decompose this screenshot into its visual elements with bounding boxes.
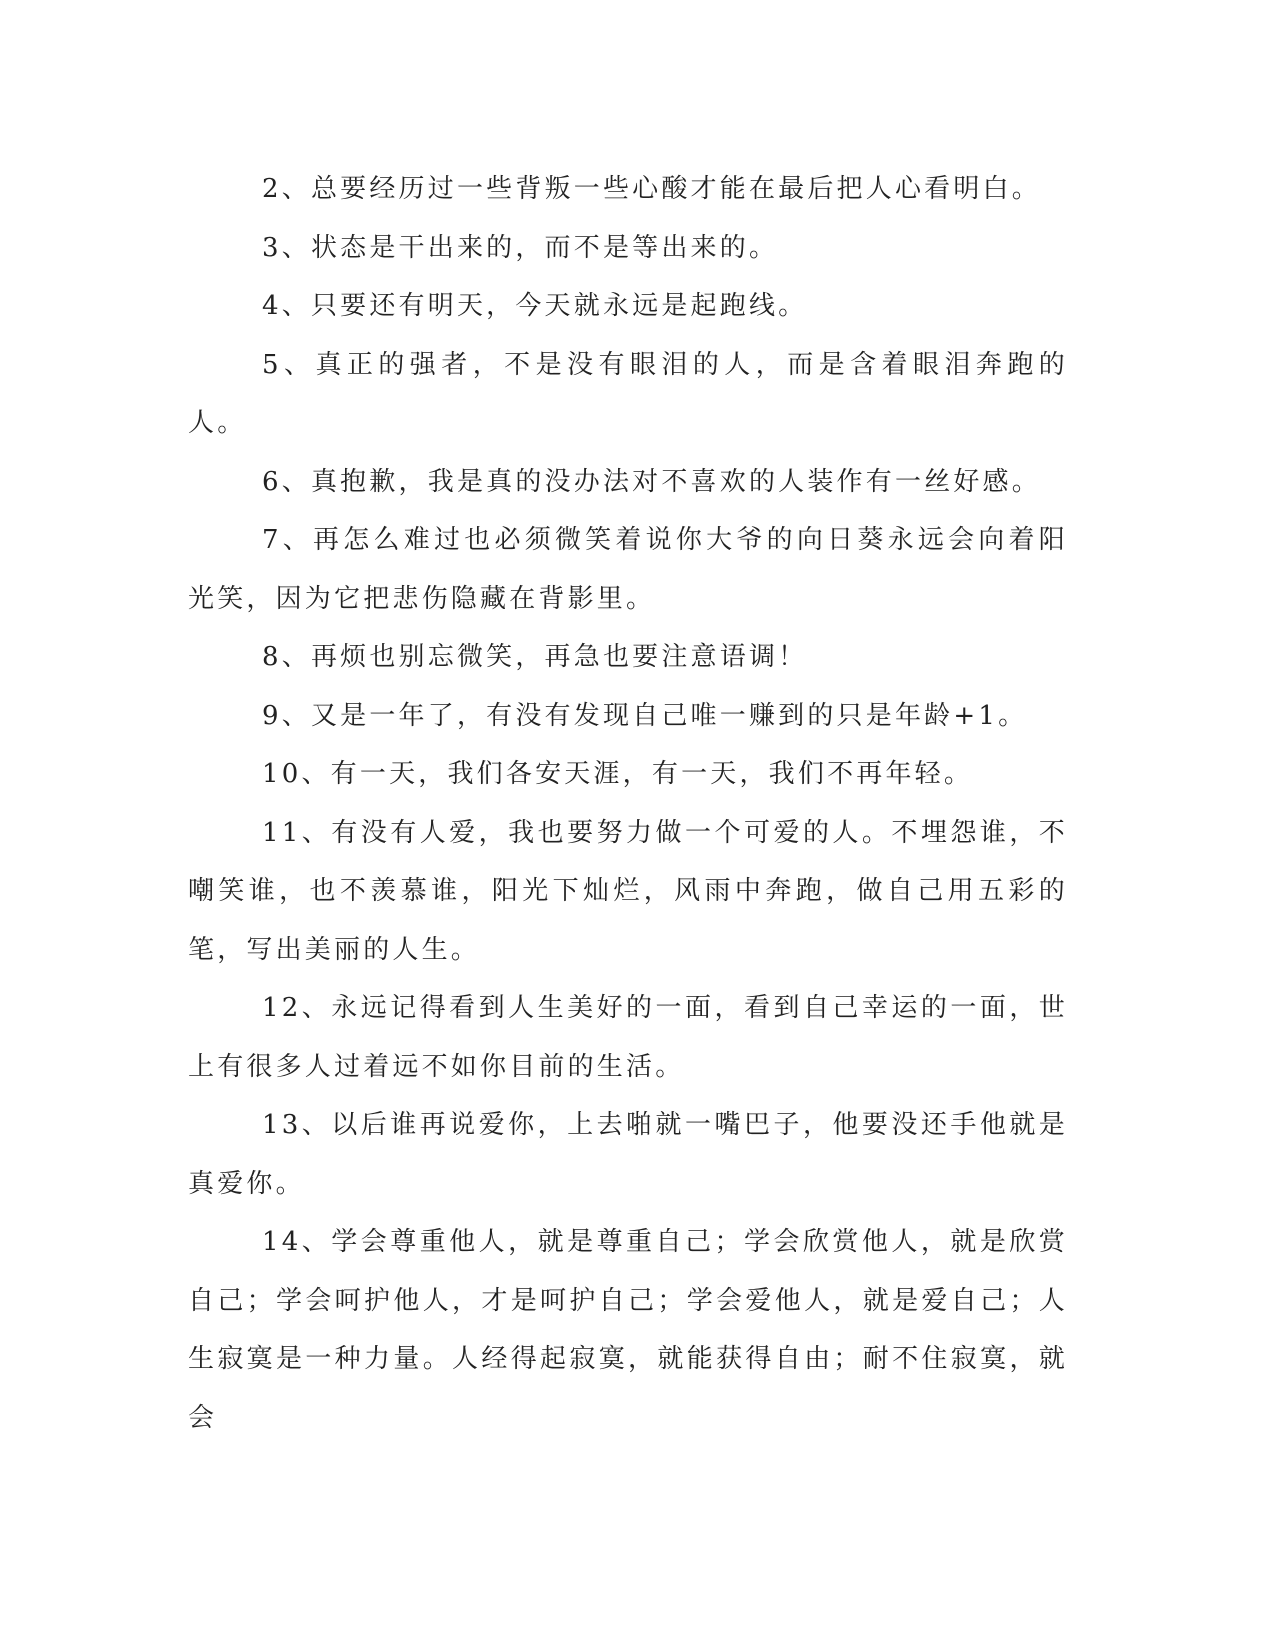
paragraph-6: 6、真抱歉，我是真的没办法对不喜欢的人装作有一丝好感。 bbox=[262, 466, 1041, 497]
paragraph-14: 14、学会尊重他人，就是尊重自己；学会欣赏他人，就是欣赏自己；学会呵护他人，才是呵护自己；学会爱他人，就是爱自己；人生寂寞是一种力量。人经得起寂寞，就能获得自由；耐不住寂寞，就会 bbox=[188, 1227, 1068, 1433]
paragraph-13: 13、以后谁再说爱你，上去啪就一嘴巴子，他要没还手他就是真爱你。 bbox=[188, 1110, 1068, 1199]
paragraph-3: 3、状态是干出来的，而不是等出来的。 bbox=[262, 232, 779, 263]
paragraph-9: 9、又是一年了，有没有发现自己唯一赚到的只是年龄+1。 bbox=[262, 700, 1028, 731]
paragraph-10: 10、有一天，我们各安天涯，有一天，我们不再年轻。 bbox=[262, 759, 974, 789]
paragraph-2: 2、总要经历过一些背叛一些心酸才能在最后把人心看明白。 bbox=[262, 174, 1041, 204]
paragraph-4: 4、只要还有明天，今天就永远是起跑线。 bbox=[262, 291, 808, 321]
document-body bbox=[188, 160, 1068, 1447]
paragraph-12: 12、永远记得看到人生美好的一面，看到自己幸运的一面，世上有很多人过着远不如你目前的生活。 bbox=[188, 993, 1068, 1082]
paragraph-8: 8、再烦也别忘微笑，再急也要注意语调！ bbox=[262, 642, 808, 672]
paragraph-5: 5、真正的强者，不是没有眼泪的人，而是含着眼泪奔跑的人。 bbox=[188, 349, 1068, 438]
paragraph-7: 7、再怎么难过也必须微笑着说你大爷的向日葵永远会向着阳光笑，因为它把悲伤隐藏在背影里。 bbox=[188, 525, 1068, 614]
paragraph-11: 11、有没有人爱，我也要努力做一个可爱的人。不埋怨谁，不嘲笑谁，也不羡慕谁，阳光下灿烂，风雨中奔跑，做自己用五彩的笔，写出美丽的人生。 bbox=[188, 817, 1068, 965]
